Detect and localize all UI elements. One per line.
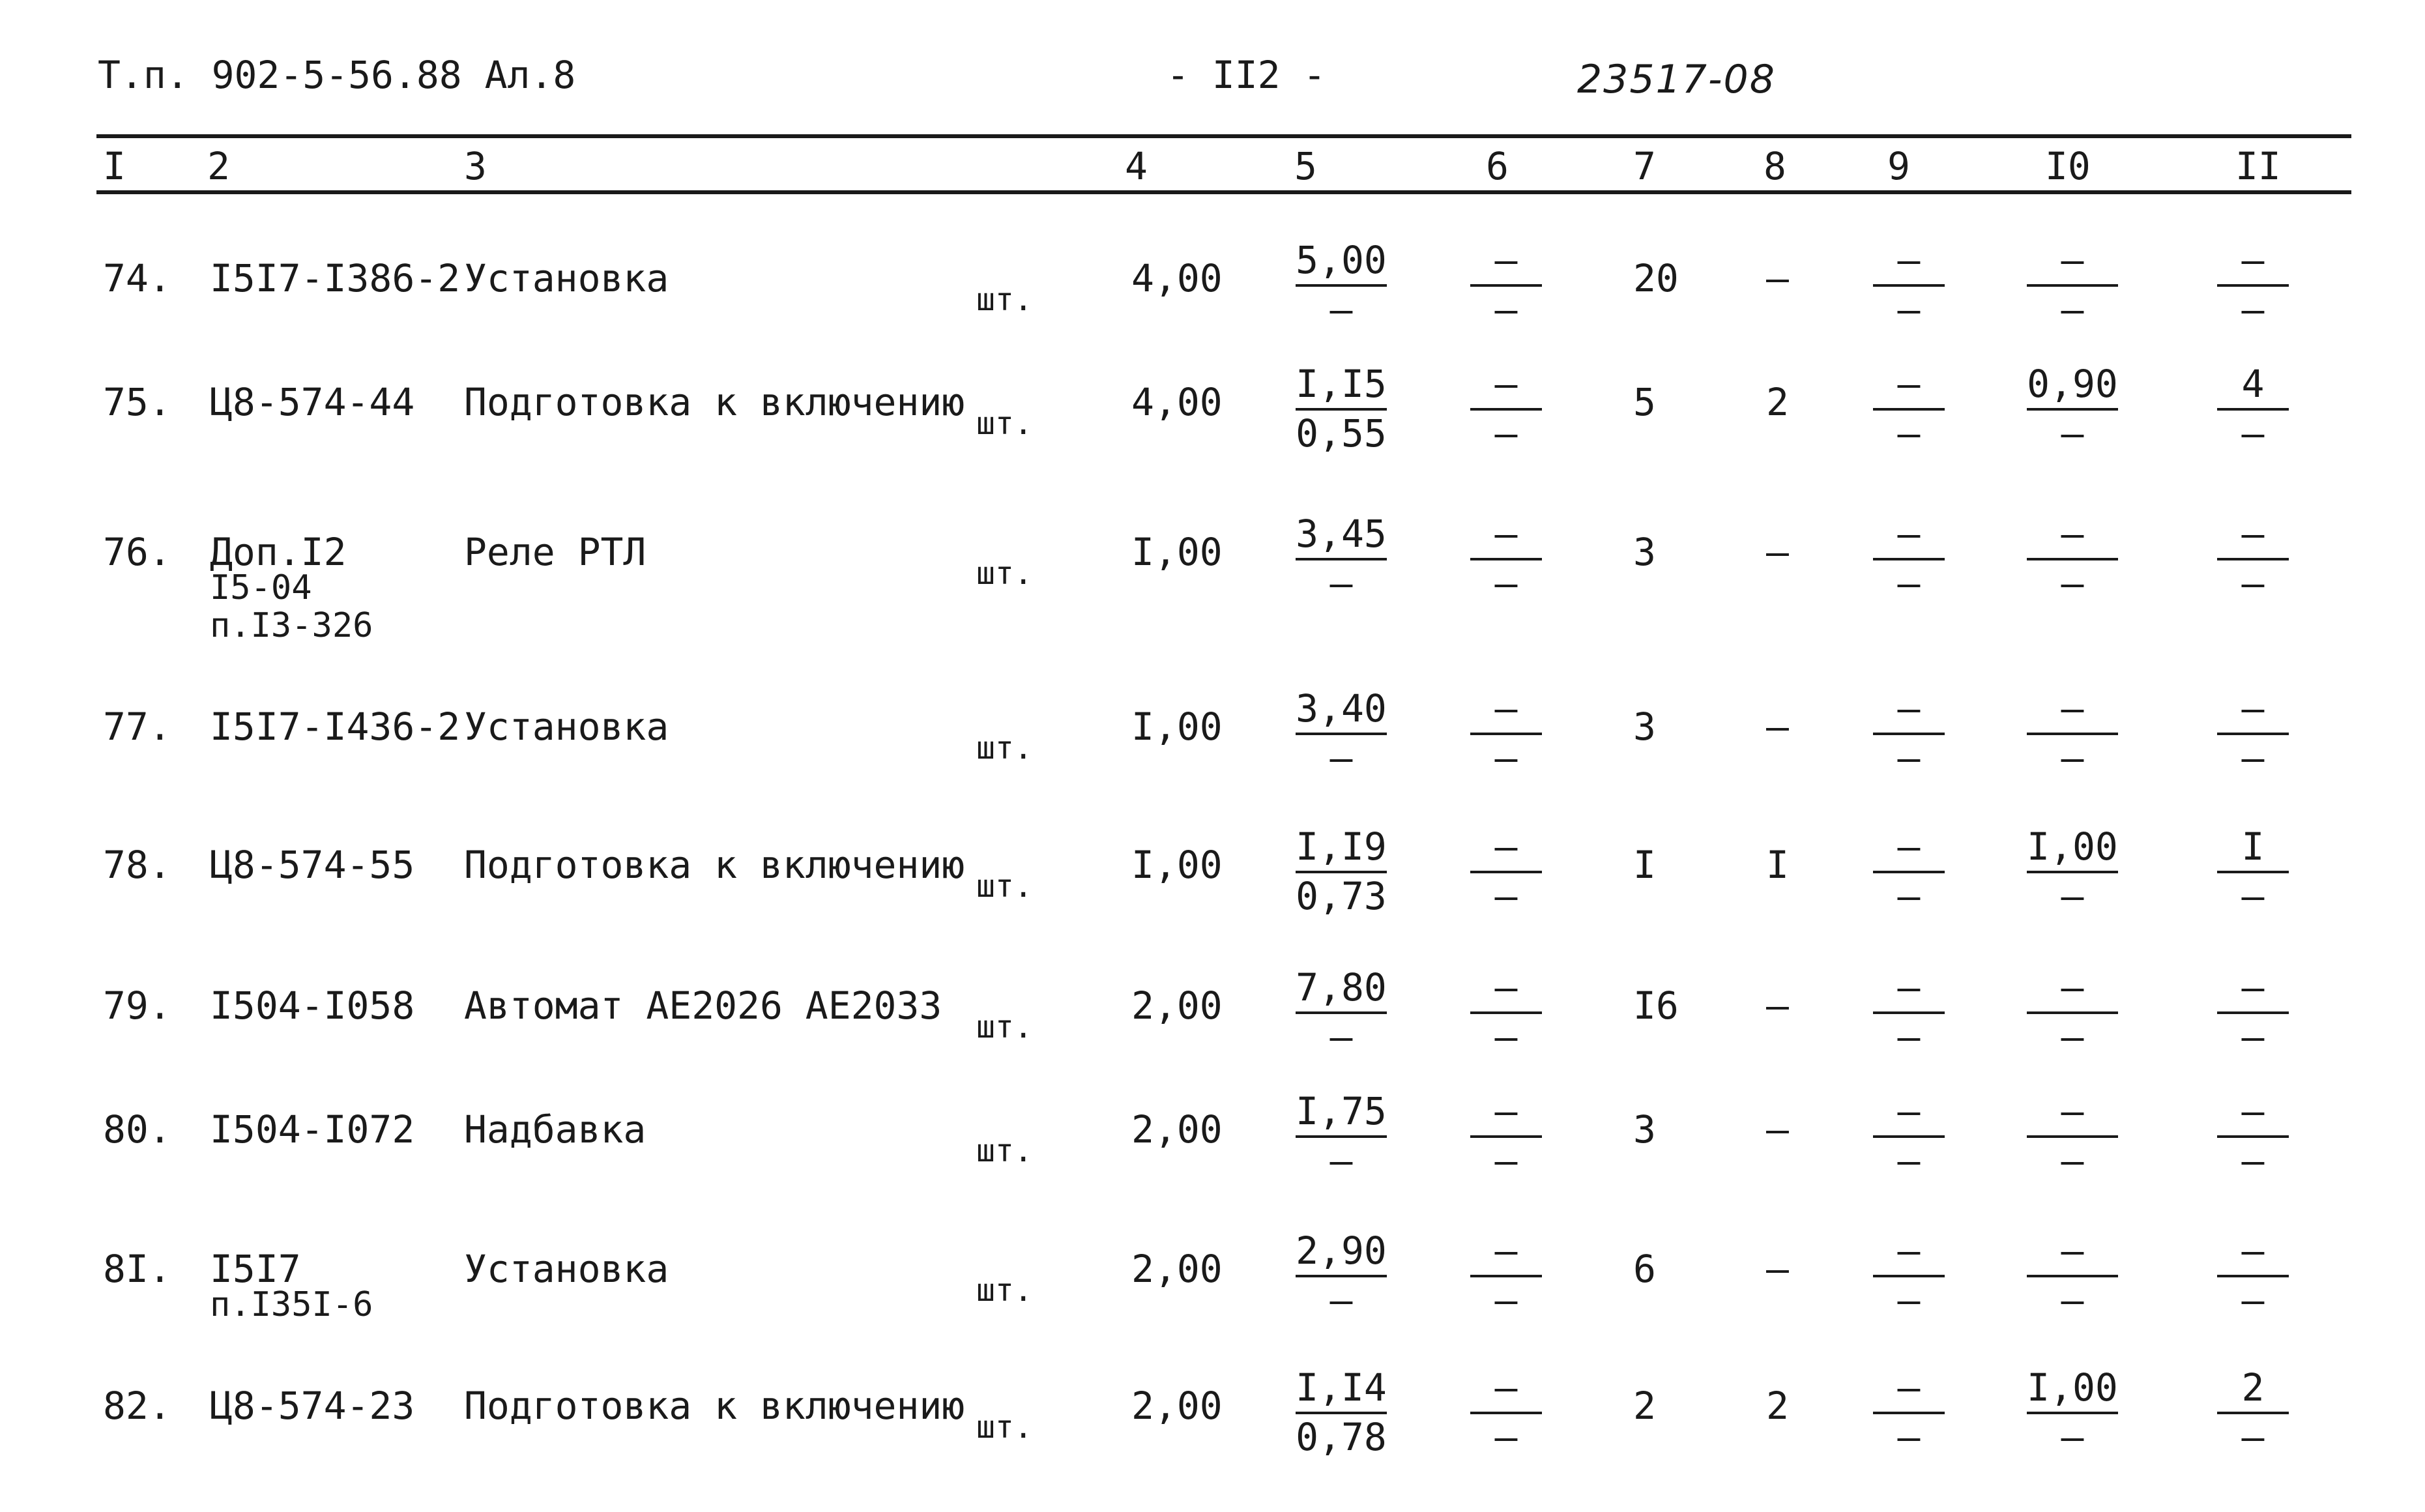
column-5-value-numerator: I,I5: [1296, 362, 1387, 406]
rate-code-line: I5I7-I436-2: [210, 705, 461, 749]
rate-code-line: Ц8-574-23: [210, 1384, 415, 1428]
column-11-value-denominator: –: [2241, 874, 2265, 918]
column-number-10: I0: [2045, 144, 2091, 188]
column-9-value-denominator: –: [1897, 411, 1921, 456]
page-number: - II2 -: [1167, 53, 1326, 97]
rate-code-line: I504-I058: [210, 983, 415, 1028]
column-10-value: [2027, 965, 2118, 1060]
column-7-value: 3: [1633, 705, 1656, 749]
column-11-value-numerator: I: [2241, 824, 2265, 869]
column-7-value: 3: [1633, 530, 1656, 574]
quantity: 4,00: [1131, 256, 1223, 300]
row-number: 75.: [103, 380, 171, 424]
column-9-value-numerator: –: [1897, 1089, 1921, 1133]
column-10-value-fraction-line: [2027, 408, 2118, 411]
column-7-value: 20: [1633, 256, 1679, 300]
column-9-value-fraction-line: [1873, 733, 1945, 735]
column-6-value-fraction-line: [1470, 1011, 1542, 1014]
column-6-value-fraction-line: [1470, 1275, 1542, 1277]
column-9-value: [1873, 824, 1945, 919]
column-5-value-denominator: –: [1329, 1015, 1353, 1059]
column-number-3: 3: [464, 144, 487, 188]
column-5-value-fraction-line: [1296, 1275, 1387, 1277]
quantity: 2,00: [1131, 983, 1223, 1028]
column-10-value-denominator: –: [2061, 561, 2084, 605]
column-6-value-fraction-line: [1470, 284, 1542, 287]
quantity: 4,00: [1131, 380, 1223, 424]
rate-code-line: Ц8-574-55: [210, 843, 415, 887]
column-10-value-fraction-line: [2027, 1412, 2118, 1414]
column-6-value-denominator: –: [1494, 287, 1518, 332]
column-10-value: [2027, 824, 2118, 919]
column-10-value-fraction-line: [2027, 558, 2118, 560]
document-reference: Т.п. 902-5-56.88 Ал.8: [98, 53, 576, 97]
column-number-1: I: [103, 144, 126, 188]
row-number: 80.: [103, 1107, 171, 1152]
column-11-value-denominator: –: [2241, 287, 2265, 332]
column-11-value-fraction-line: [2217, 871, 2289, 873]
column-11-value-numerator: –: [2241, 238, 2265, 282]
column-5-value-denominator: –: [1329, 1278, 1353, 1322]
rate-code-line: I5-04: [210, 568, 312, 607]
column-9-value: [1873, 362, 1945, 456]
rate-code-line: п.I35I-6: [210, 1285, 373, 1324]
column-5-value-fraction-line: [1296, 733, 1387, 735]
column-9-value-numerator: –: [1897, 512, 1921, 556]
header-top-rule: [96, 134, 2351, 138]
column-5-value: [1296, 965, 1387, 1060]
column-6-value-numerator: –: [1494, 238, 1518, 282]
table-row: [0, 1365, 2425, 1512]
unit-of-measure: шт.: [976, 730, 1033, 766]
column-10-value: [2027, 362, 2118, 456]
work-name: Подготовка к включению: [464, 843, 965, 887]
column-6-value: [1470, 1365, 1542, 1460]
column-9-value-denominator: –: [1897, 1278, 1921, 1322]
column-7-value: I: [1633, 843, 1656, 887]
column-10-value-fraction-line: [2027, 733, 2118, 735]
column-6-value-fraction-line: [1470, 733, 1542, 735]
column-9-value: [1873, 1089, 1945, 1184]
column-5-value-fraction-line: [1296, 284, 1387, 287]
column-8-value: –: [1766, 983, 1789, 1028]
column-10-value: [2027, 238, 2118, 332]
rate-code-line: Доп.I2: [210, 530, 347, 574]
rate-code-line: Ц8-574-44: [210, 380, 415, 424]
column-9-value-numerator: –: [1897, 362, 1921, 406]
column-5-value: [1296, 362, 1387, 456]
rate-code-line: I5I7: [210, 1247, 301, 1291]
column-6-value-denominator: –: [1494, 1139, 1518, 1183]
column-8-value: –: [1766, 530, 1789, 574]
work-name: Установка: [464, 705, 669, 749]
work-name: Реле РТЛ: [464, 530, 646, 574]
work-name: Подготовка к включению: [464, 1384, 965, 1428]
column-9-value: [1873, 686, 1945, 781]
rate-code-line: I504-I072: [210, 1107, 415, 1152]
column-9-value-denominator: –: [1897, 1139, 1921, 1183]
column-9-value-numerator: –: [1897, 1365, 1921, 1410]
quantity: I,00: [1131, 530, 1223, 574]
column-6-value: [1470, 965, 1542, 1060]
column-5-value: [1296, 1365, 1387, 1460]
column-8-value: I: [1766, 843, 1789, 887]
unit-of-measure: шт.: [976, 1409, 1033, 1446]
unit-of-measure: шт.: [976, 1272, 1033, 1309]
column-9-value: [1873, 1228, 1945, 1323]
column-10-value-denominator: –: [2061, 874, 2084, 918]
column-11-value: [2217, 1365, 2289, 1460]
column-5-value-numerator: I,I9: [1296, 824, 1387, 869]
column-11-value-denominator: –: [2241, 1015, 2265, 1059]
column-10-value-numerator: I,00: [2027, 1365, 2118, 1410]
column-11-value: [2217, 686, 2289, 781]
column-11-value-denominator: –: [2241, 1415, 2265, 1459]
column-10-value: [2027, 1365, 2118, 1460]
column-6-value-denominator: –: [1494, 736, 1518, 780]
column-9-value: [1873, 1365, 1945, 1460]
column-number-9: 9: [1887, 144, 1910, 188]
column-5-value: [1296, 686, 1387, 781]
unit-of-measure: шт.: [976, 868, 1033, 905]
table-row: [0, 1089, 2425, 1236]
column-9-value-fraction-line: [1873, 1011, 1945, 1014]
column-8-value: –: [1766, 705, 1789, 749]
column-9-value-denominator: –: [1897, 1015, 1921, 1059]
column-6-value-numerator: –: [1494, 686, 1518, 731]
column-10-value-denominator: –: [2061, 1278, 2084, 1322]
column-9-value-numerator: –: [1897, 1228, 1921, 1273]
column-10-value-numerator: 0,90: [2027, 362, 2118, 406]
column-5-value-fraction-line: [1296, 871, 1387, 873]
column-11-value-numerator: –: [2241, 512, 2265, 556]
table-row: [0, 1228, 2425, 1375]
column-9-value-fraction-line: [1873, 284, 1945, 287]
column-10-value-fraction-line: [2027, 871, 2118, 873]
column-5-value-fraction-line: [1296, 1011, 1387, 1014]
column-6-value-denominator: –: [1494, 561, 1518, 605]
table-row: [0, 362, 2425, 508]
column-11-value: [2217, 512, 2289, 606]
column-11-value-fraction-line: [2217, 1412, 2289, 1414]
column-6-value-fraction-line: [1470, 408, 1542, 411]
column-5-value-numerator: 3,40: [1296, 686, 1387, 731]
column-6-value-denominator: –: [1494, 1415, 1518, 1459]
column-11-value-fraction-line: [2217, 1135, 2289, 1138]
column-6-value: [1470, 238, 1542, 332]
column-10-value-numerator: –: [2061, 238, 2084, 282]
quantity: I,00: [1131, 843, 1223, 887]
column-9-value-fraction-line: [1873, 871, 1945, 873]
column-6-value-fraction-line: [1470, 1135, 1542, 1138]
column-number-4: 4: [1125, 144, 1148, 188]
column-11-value: [2217, 362, 2289, 456]
column-9-value: [1873, 238, 1945, 332]
column-5-value-fraction-line: [1296, 1412, 1387, 1414]
unit-of-measure: шт.: [976, 405, 1033, 442]
column-9-value-denominator: –: [1897, 561, 1921, 605]
column-9-value-denominator: –: [1897, 736, 1921, 780]
column-11-value-fraction-line: [2217, 1011, 2289, 1014]
column-7-value: 5: [1633, 380, 1656, 424]
column-6-value: [1470, 512, 1542, 606]
column-11-value-fraction-line: [2217, 1275, 2289, 1277]
column-6-value-numerator: –: [1494, 362, 1518, 406]
column-5-value: [1296, 1228, 1387, 1323]
row-number: 78.: [103, 843, 171, 887]
column-6-value-numerator: –: [1494, 1365, 1518, 1410]
work-name: Установка: [464, 1247, 669, 1291]
work-name: Подготовка к включению: [464, 380, 965, 424]
column-10-value-denominator: –: [2061, 736, 2084, 780]
column-9-value: [1873, 965, 1945, 1060]
column-9-value-fraction-line: [1873, 408, 1945, 411]
column-9-value-fraction-line: [1873, 558, 1945, 560]
column-number-2: 2: [207, 144, 230, 188]
column-6-value-fraction-line: [1470, 871, 1542, 873]
column-11-value-numerator: –: [2241, 965, 2265, 1010]
unit-of-measure: шт.: [976, 1133, 1033, 1169]
unit-of-measure: шт.: [976, 555, 1033, 592]
column-5-value-numerator: I,I4: [1296, 1365, 1387, 1410]
column-6-value-numerator: –: [1494, 824, 1518, 869]
quantity: 2,00: [1131, 1107, 1223, 1152]
column-5-value-denominator: –: [1329, 1139, 1353, 1183]
column-11-value-numerator: 4: [2241, 362, 2265, 406]
column-9-value-numerator: –: [1897, 238, 1921, 282]
column-6-value: [1470, 686, 1542, 781]
column-10-value-numerator: –: [2061, 512, 2084, 556]
column-7-value: 6: [1633, 1247, 1656, 1291]
table-row: [0, 824, 2425, 971]
column-number-8: 8: [1764, 144, 1786, 188]
quantity: 2,00: [1131, 1247, 1223, 1291]
rate-code-line: I5I7-I386-2: [210, 256, 461, 300]
row-number: 77.: [103, 705, 171, 749]
column-5-value-denominator: –: [1329, 736, 1353, 780]
column-5-value-denominator: –: [1329, 561, 1353, 605]
column-10-value-numerator: –: [2061, 965, 2084, 1010]
work-name: Надбавка: [464, 1107, 646, 1152]
column-11-value-numerator: –: [2241, 1228, 2265, 1273]
column-9-value: [1873, 512, 1945, 606]
column-11-value: [2217, 965, 2289, 1060]
column-11-value-fraction-line: [2217, 408, 2289, 411]
column-6-value-numerator: –: [1494, 1228, 1518, 1273]
row-number: 76.: [103, 530, 171, 574]
row-number: 8I.: [103, 1247, 171, 1291]
column-9-value-numerator: –: [1897, 686, 1921, 731]
column-11-value-fraction-line: [2217, 284, 2289, 287]
work-name: Автомат АЕ2026 АЕ2033: [464, 983, 942, 1028]
table-row: [0, 686, 2425, 833]
column-11-value-numerator: –: [2241, 686, 2265, 731]
column-number-6: 6: [1486, 144, 1509, 188]
column-6-value-denominator: –: [1494, 411, 1518, 456]
column-10-value: [2027, 1089, 2118, 1184]
column-5-value-fraction-line: [1296, 408, 1387, 411]
column-10-value-fraction-line: [2027, 1275, 2118, 1277]
column-6-value-fraction-line: [1470, 1412, 1542, 1414]
column-6-value-numerator: –: [1494, 1089, 1518, 1133]
column-5-value: [1296, 824, 1387, 919]
column-6-value: [1470, 824, 1542, 919]
column-11-value-denominator: –: [2241, 561, 2265, 605]
column-number-11: II: [2235, 144, 2281, 188]
column-9-value-numerator: –: [1897, 965, 1921, 1010]
column-10-value-fraction-line: [2027, 284, 2118, 287]
column-5-value-numerator: 3,45: [1296, 512, 1387, 556]
header-bottom-rule: [96, 190, 2351, 194]
column-7-value: 3: [1633, 1107, 1656, 1152]
handwritten-stamp-number: 23517-08: [1577, 57, 1776, 102]
column-number-5: 5: [1294, 144, 1317, 188]
table-row: [0, 512, 2425, 658]
column-9-value-fraction-line: [1873, 1135, 1945, 1138]
column-7-value: 2: [1633, 1384, 1656, 1428]
column-10-value-numerator: I,00: [2027, 824, 2118, 869]
column-5-value-denominator: –: [1329, 287, 1353, 332]
column-5-value-numerator: 2,90: [1296, 1228, 1387, 1273]
column-6-value: [1470, 1228, 1542, 1323]
column-5-value-numerator: I,75: [1296, 1089, 1387, 1133]
column-10-value-denominator: –: [2061, 1415, 2084, 1459]
column-10-value: [2027, 1228, 2118, 1323]
column-10-value-denominator: –: [2061, 411, 2084, 456]
column-10-value-fraction-line: [2027, 1011, 2118, 1014]
column-6-value-denominator: –: [1494, 1278, 1518, 1322]
column-11-value: [2217, 238, 2289, 332]
column-5-value: [1296, 1089, 1387, 1184]
unit-of-measure: шт.: [976, 1009, 1033, 1045]
column-8-value: –: [1766, 1247, 1789, 1291]
column-10-value-fraction-line: [2027, 1135, 2118, 1138]
column-11-value: [2217, 1228, 2289, 1323]
rate-code-line: п.I3-326: [210, 606, 373, 645]
column-9-value-denominator: –: [1897, 1415, 1921, 1459]
column-11-value: [2217, 824, 2289, 919]
row-number: 74.: [103, 256, 171, 300]
column-11-value-denominator: –: [2241, 1278, 2265, 1322]
row-number: 79.: [103, 983, 171, 1028]
column-11-value-numerator: 2: [2241, 1365, 2265, 1410]
column-8-value: 2: [1766, 1384, 1789, 1428]
column-11-value-denominator: –: [2241, 736, 2265, 780]
column-7-value: I6: [1633, 983, 1679, 1028]
column-6-value-numerator: –: [1494, 512, 1518, 556]
row-number: 82.: [103, 1384, 171, 1428]
column-6-value-denominator: –: [1494, 874, 1518, 918]
column-8-value: 2: [1766, 380, 1789, 424]
quantity: 2,00: [1131, 1384, 1223, 1428]
column-11-value-fraction-line: [2217, 558, 2289, 560]
column-6-value-fraction-line: [1470, 558, 1542, 560]
column-10-value-numerator: –: [2061, 1228, 2084, 1273]
column-8-value: –: [1766, 1107, 1789, 1152]
column-5-value: [1296, 512, 1387, 606]
column-11-value: [2217, 1089, 2289, 1184]
column-5-value-denominator: 0,78: [1296, 1415, 1387, 1459]
unit-of-measure: шт.: [976, 282, 1033, 318]
column-9-value-denominator: –: [1897, 874, 1921, 918]
column-11-value-denominator: –: [2241, 1139, 2265, 1183]
column-5-value-denominator: 0,73: [1296, 874, 1387, 918]
column-5-value-numerator: 5,00: [1296, 238, 1387, 282]
column-10-value-numerator: –: [2061, 686, 2084, 731]
column-5-value-denominator: 0,55: [1296, 411, 1387, 456]
column-6-value: [1470, 1089, 1542, 1184]
work-name: Установка: [464, 256, 669, 300]
column-10-value: [2027, 686, 2118, 781]
column-10-value-denominator: –: [2061, 1015, 2084, 1059]
column-6-value-numerator: –: [1494, 965, 1518, 1010]
column-9-value-fraction-line: [1873, 1275, 1945, 1277]
column-10-value: [2027, 512, 2118, 606]
column-6-value: [1470, 362, 1542, 456]
column-number-7: 7: [1633, 144, 1656, 188]
column-10-value-denominator: –: [2061, 287, 2084, 332]
column-10-value-numerator: –: [2061, 1089, 2084, 1133]
column-5-value-fraction-line: [1296, 1135, 1387, 1138]
column-8-value: –: [1766, 256, 1789, 300]
column-5-value-numerator: 7,80: [1296, 965, 1387, 1010]
column-9-value-numerator: –: [1897, 824, 1921, 869]
column-9-value-fraction-line: [1873, 1412, 1945, 1414]
column-6-value-denominator: –: [1494, 1015, 1518, 1059]
column-11-value-numerator: –: [2241, 1089, 2265, 1133]
column-9-value-denominator: –: [1897, 287, 1921, 332]
column-11-value-denominator: –: [2241, 411, 2265, 456]
quantity: I,00: [1131, 705, 1223, 749]
column-5-value: [1296, 238, 1387, 332]
column-10-value-denominator: –: [2061, 1139, 2084, 1183]
column-5-value-fraction-line: [1296, 558, 1387, 560]
column-11-value-fraction-line: [2217, 733, 2289, 735]
